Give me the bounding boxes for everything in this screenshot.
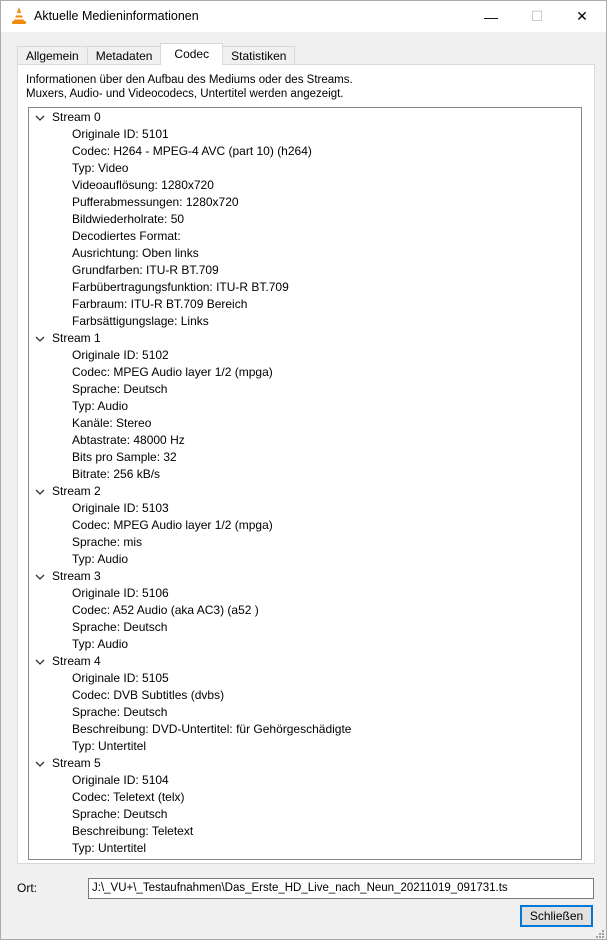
chevron-down-icon[interactable] xyxy=(34,653,46,670)
tree-property-item[interactable]: Originale ID: 5103 xyxy=(72,501,169,515)
chevron-down-icon[interactable] xyxy=(34,330,46,347)
stream-label: Stream 1 xyxy=(52,331,101,345)
tree-property-item[interactable]: Sprache: Deutsch xyxy=(72,382,168,396)
chevron-down-icon[interactable] xyxy=(34,755,46,772)
tree-property-item[interactable]: Ausrichtung: Oben links xyxy=(72,246,199,260)
tree-property-item[interactable]: Decodiertes Format: xyxy=(72,229,181,243)
tree-property-item[interactable]: Typ: Audio xyxy=(72,399,129,413)
tree-property-item[interactable]: Originale ID: 5106 xyxy=(72,586,169,600)
tree-property-item[interactable]: Beschreibung: Teletext xyxy=(72,824,194,838)
tree-property-item[interactable]: Videoauflösung: 1280x720 xyxy=(72,178,214,192)
stream-label: Stream 0 xyxy=(52,110,101,124)
window-title: Aktuelle Medieninformationen xyxy=(34,9,199,23)
tree-property-item[interactable]: Grundfarben: ITU-R BT.709 xyxy=(72,263,219,277)
tree-property-item[interactable]: Farbübertragungsfunktion: ITU-R BT.709 xyxy=(72,280,289,294)
title-bar xyxy=(1,1,606,32)
tree-property-item[interactable]: Beschreibung: DVD-Untertitel: für Gehörgeschädigte xyxy=(72,722,352,736)
vlc-cone-icon xyxy=(11,7,27,25)
chevron-down-icon[interactable] xyxy=(34,483,46,500)
close-icon: ✕ xyxy=(576,8,588,24)
tree-property-item[interactable]: Codec: MPEG Audio layer 1/2 (mpga) xyxy=(72,365,273,379)
tree-property-item[interactable]: Sprache: Deutsch xyxy=(72,705,168,719)
tree-property-item[interactable]: Codec: A52 Audio (aka AC3) (a52 ) xyxy=(72,603,259,617)
stream-label: Stream 4 xyxy=(52,654,101,668)
tree-property-item[interactable]: Typ: Untertitel xyxy=(72,841,147,855)
tree-property-item[interactable]: Kanäle: Stereo xyxy=(72,416,152,430)
stream-label: Stream 2 xyxy=(52,484,101,498)
chevron-down-icon[interactable] xyxy=(34,568,46,585)
tree-property-item[interactable]: Sprache: Deutsch xyxy=(72,620,168,634)
description-line: Informationen über den Aufbau des Mediums oder des Streams. xyxy=(26,74,353,86)
tab-allgemein[interactable]: Allgemein xyxy=(17,46,88,65)
close-button[interactable]: Schließen xyxy=(520,905,593,927)
location-field[interactable]: J:\_VU+\_Testaufnahmen\Das_Erste_HD_Live_nach_Neun_20211019_091731.ts xyxy=(88,878,594,899)
stream-label: Stream 5 xyxy=(52,756,101,770)
tab-metadaten[interactable]: Metadaten xyxy=(87,46,162,65)
codec-description xyxy=(26,74,353,101)
tree-property-item[interactable]: Codec: DVB Subtitles (dvbs) xyxy=(72,688,225,702)
tree-property-item[interactable]: Sprache: mis xyxy=(72,535,143,549)
tree-property-item[interactable]: Farbraum: ITU-R BT.709 Bereich xyxy=(72,297,248,311)
tree-property-item[interactable]: Pufferabmessungen: 1280x720 xyxy=(72,195,239,209)
tree-property-item[interactable]: Codec: MPEG Audio layer 1/2 (mpga) xyxy=(72,518,273,532)
tree-property-item[interactable]: Bildwiederholrate: 50 xyxy=(72,212,185,226)
resize-grip-icon[interactable] xyxy=(593,927,605,939)
tree-property-item[interactable]: Codec: Teletext (telx) xyxy=(72,790,185,804)
tree-property-item[interactable]: Sprache: Deutsch xyxy=(72,807,168,821)
minimize-button[interactable] xyxy=(468,1,514,32)
tree-property-item[interactable]: Bitrate: 256 kB/s xyxy=(72,467,161,481)
minimize-icon: — xyxy=(484,8,498,25)
tab-statistiken[interactable]: Statistiken xyxy=(222,46,295,65)
tab-bar xyxy=(17,44,294,65)
tree-property-item[interactable]: Typ: Audio xyxy=(72,637,129,651)
tree-property-item[interactable]: Originale ID: 5101 xyxy=(72,127,169,141)
tree-property-item[interactable]: Farbsättigungslage: Links xyxy=(72,314,209,328)
tree-property-item[interactable]: Originale ID: 5102 xyxy=(72,348,169,362)
maximize-icon: ☐ xyxy=(530,8,544,24)
tree-property-item[interactable]: Originale ID: 5104 xyxy=(72,773,169,787)
tree-property-item[interactable]: Bits pro Sample: 32 xyxy=(72,450,177,464)
maximize-button[interactable] xyxy=(514,1,560,32)
tree-property-item[interactable]: Typ: Video xyxy=(72,161,129,175)
chevron-down-icon[interactable] xyxy=(34,109,46,126)
stream-tree[interactable] xyxy=(28,107,582,860)
tree-property-item[interactable]: Originale ID: 5105 xyxy=(72,671,169,685)
tree-property-item[interactable]: Codec: H264 - MPEG-4 AVC (part 10) (h264) xyxy=(72,144,312,158)
location-label: Ort: xyxy=(17,881,37,895)
tree-property-item[interactable]: Typ: Audio xyxy=(72,552,129,566)
tab-codec[interactable]: Codec xyxy=(160,43,223,65)
close-window-button[interactable] xyxy=(559,1,605,32)
tree-property-item[interactable]: Typ: Untertitel xyxy=(72,739,147,753)
codec-panel xyxy=(17,64,595,864)
description-line: Muxers, Audio- und Videocodecs, Untertitel werden angezeigt. xyxy=(26,87,344,100)
stream-label: Stream 3 xyxy=(52,569,101,583)
tree-property-item[interactable]: Abtastrate: 48000 Hz xyxy=(72,433,185,447)
